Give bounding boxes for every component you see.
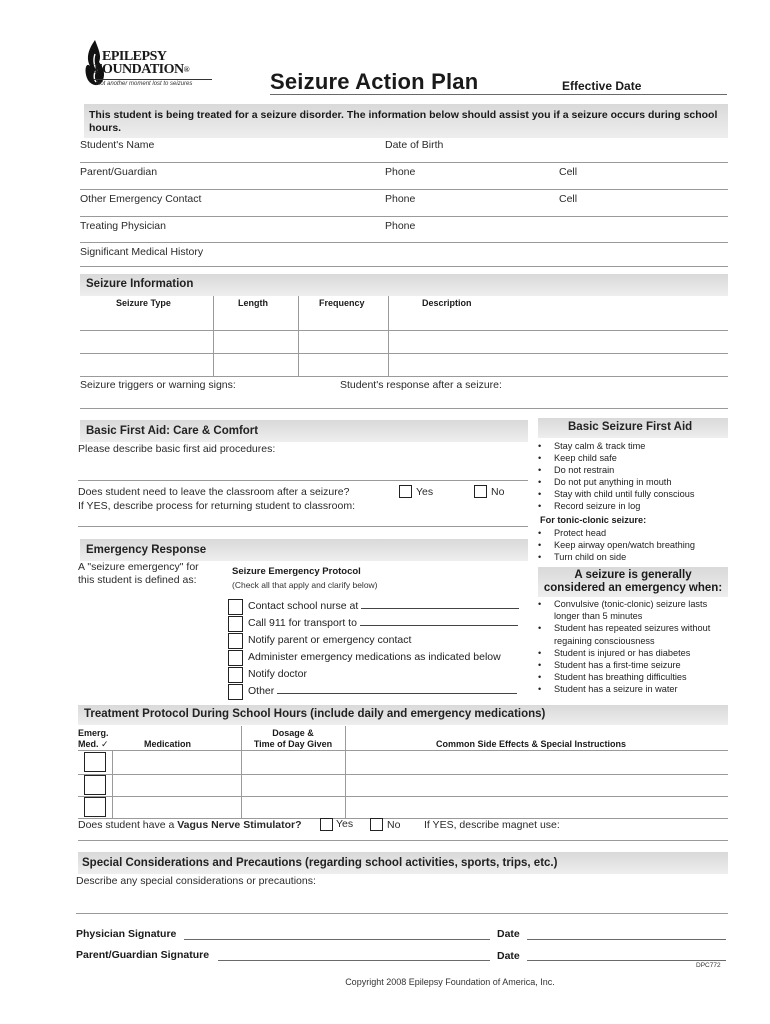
emergency-box-title [538, 569, 728, 594]
logo-foundation-text: FOUNDATION [94, 62, 184, 77]
date-of-birth-label: Date of Birth [385, 139, 444, 151]
table-divider [388, 296, 389, 376]
protocol-row [228, 683, 528, 700]
list-item: • Student has repeated seizures without regaining consciousness [536, 622, 728, 646]
emergency-response-title: Emergency Response [86, 544, 207, 556]
field-line [80, 242, 728, 243]
protocol-title: Seizure Emergency Protocol [232, 566, 361, 577]
col-length: Length [238, 298, 268, 308]
emerg-med-checkbox[interactable] [84, 752, 106, 772]
seizure-info-title: Seizure Information [86, 278, 194, 290]
page-title: Seizure Action Plan [270, 69, 479, 94]
list-item: • Record seizure in log [536, 500, 728, 512]
emergency-definition-line2: this student is defined as: [78, 574, 197, 586]
table-row-line [78, 774, 728, 775]
special-title: Special Considerations and Precautions (regarding school activities, sports, trips, etc.) [82, 857, 558, 869]
magnet-use-label: If YES, describe magnet use: [424, 819, 560, 831]
emergency-definition-line1: A "seizure emergency" for [78, 561, 199, 573]
protocol-row [228, 666, 528, 683]
emerg-med-checkbox[interactable] [84, 775, 106, 795]
logo-line-foundation [94, 63, 189, 77]
logo-tagline: Not another moment lost to seizures [96, 81, 193, 87]
protocol-subtitle: (Check all that apply and clarify below) [232, 580, 378, 590]
vns-yes-checkbox[interactable] [320, 818, 333, 831]
list-item: • Stay with child until fully conscious [536, 488, 728, 500]
table-divider [112, 750, 113, 818]
protocol-row [228, 598, 528, 615]
table-row-line [80, 353, 728, 354]
tonic-clonic-heading: For tonic-clonic seizure: [540, 515, 647, 525]
table-divider [345, 726, 346, 818]
emergency-box-title-line2: considered an emergency when: [543, 581, 723, 594]
list-item: • Do not restrain [536, 464, 728, 476]
date-label: Date [497, 928, 520, 940]
protocol-item-label: Other [248, 685, 275, 697]
leave-no-checkbox[interactable] [474, 485, 487, 498]
cell-label: Cell [559, 166, 578, 178]
protocol-checkbox[interactable] [228, 667, 243, 683]
response-label: Student's response after a seizure: [340, 379, 502, 391]
list-item: • Student has breathing difficulties [536, 671, 728, 683]
col-side-effects: Common Side Effects & Special Instructions [436, 739, 627, 749]
logo-line-epilepsy: EPILEPSY [102, 49, 167, 64]
protocol-row [228, 632, 528, 649]
protocol-checkbox[interactable] [228, 650, 243, 666]
seizure-first-aid-list [536, 440, 728, 512]
field-line [80, 162, 728, 163]
field-line [78, 480, 528, 481]
registered-mark: ® [183, 65, 190, 74]
logo-underline [94, 79, 212, 80]
col-dosage [243, 728, 343, 750]
col-description: Description [422, 298, 472, 308]
date-label: Date [497, 950, 520, 962]
leave-classroom-question: Does student need to leave the classroom after a seizure? [78, 486, 350, 498]
col-medication: Medication [144, 739, 192, 749]
emergency-box-title-line1: A seizure is generally [574, 569, 692, 581]
special-describe: Describe any special considerations or precautions: [76, 875, 316, 887]
phone-label: Phone [385, 193, 416, 205]
treatment-title: Treatment Protocol During School Hours (include daily and emergency medications) [84, 708, 546, 720]
first-aid-describe: Please describe basic first aid procedures: [78, 443, 276, 455]
protocol-checkbox[interactable] [228, 599, 243, 615]
protocol-checkbox[interactable] [228, 616, 243, 632]
col-emerg-med [78, 728, 109, 750]
col-emerg-line1: Emerg. [78, 728, 109, 738]
other-contact-label: Other Emergency Contact [80, 193, 202, 205]
field-line [80, 266, 728, 267]
field-line [80, 408, 728, 409]
phone-label: Phone [385, 220, 416, 232]
col-dosage-line1: Dosage & [272, 728, 314, 738]
list-item: • Keep airway open/watch breathing [536, 539, 728, 551]
protocol-item-label: Call 911 for transport to [248, 617, 357, 629]
return-process-label: If YES, describe process for returning student to classroom: [78, 500, 356, 512]
vns-question-text: Does student have a [78, 819, 178, 831]
cell-label: Cell [559, 193, 578, 205]
copyright: Copyright 2008 Epilepsy Foundation of America, Inc. [345, 977, 555, 987]
vns-no-label: No [387, 819, 401, 831]
table-row-line [80, 376, 728, 377]
table-row-line [78, 750, 728, 751]
emergency-criteria-list [536, 598, 728, 696]
phone-label: Phone [385, 166, 416, 178]
list-item: • Student has a first-time seizure [536, 659, 728, 671]
medical-history-label: Significant Medical History [80, 246, 204, 258]
list-item: • Student has a seizure in water [536, 683, 728, 695]
vns-question-bold: Vagus Nerve Stimulator? [177, 819, 302, 831]
emerg-med-checkbox[interactable] [84, 797, 106, 817]
list-item: • Student is injured or has diabetes [536, 647, 728, 659]
field-line [76, 913, 728, 914]
seizure-first-aid-title: Basic Seizure First Aid [568, 421, 693, 433]
date-line[interactable] [527, 939, 726, 940]
protocol-checkbox[interactable] [228, 684, 243, 700]
physician-signature-label: Physician Signature [76, 928, 177, 940]
col-seizure-type: Seizure Type [116, 298, 171, 308]
col-emerg-line2: Med. ✓ [78, 739, 109, 749]
col-frequency: Frequency [319, 298, 365, 308]
protocol-list [228, 598, 528, 700]
logo [84, 40, 224, 92]
list-item: • Stay calm & track time [536, 440, 728, 452]
leave-yes-checkbox[interactable] [399, 485, 412, 498]
list-item: • Turn child on side [536, 551, 728, 563]
fill-line[interactable] [360, 616, 518, 626]
list-item: • Protect head [536, 527, 728, 539]
physician-label: Treating Physician [80, 220, 166, 232]
table-divider [298, 296, 299, 376]
field-line [78, 526, 528, 527]
intro-text: This student is being treated for a seizure disorder. The information below should assist you if a seizure occurs during school hours. [89, 109, 718, 134]
parent-signature-label: Parent/Guardian Signature [76, 949, 210, 961]
effective-date-label: Effective Date [562, 79, 642, 93]
parent-signature-line[interactable] [218, 960, 490, 961]
triggers-label: Seizure triggers or warning signs: [80, 379, 236, 391]
parent-guardian-label: Parent/Guardian [80, 166, 158, 178]
first-aid-title: Basic First Aid: Care & Comfort [86, 425, 259, 437]
form-code: DPC772 [696, 962, 721, 969]
protocol-item-label: Notify doctor [248, 668, 307, 680]
list-item: • Do not put anything in mouth [536, 476, 728, 488]
protocol-row [228, 615, 528, 632]
table-row-line [78, 796, 728, 797]
protocol-item-label: Notify parent or emergency contact [248, 634, 412, 646]
table-divider [213, 296, 214, 376]
protocol-checkbox[interactable] [228, 633, 243, 649]
protocol-item-label: Administer emergency medications as indicated below [248, 651, 501, 663]
field-line [80, 189, 728, 190]
col-dosage-line2: Time of Day Given [253, 739, 333, 749]
title-underline [270, 94, 727, 95]
students-name-label: Student's Name [80, 139, 155, 151]
field-line [80, 216, 728, 217]
physician-signature-line[interactable] [184, 939, 490, 940]
leave-yes-label: Yes [416, 486, 434, 498]
tonic-clonic-list [536, 527, 728, 563]
fill-line[interactable] [277, 684, 517, 694]
list-item: • Keep child safe [536, 452, 728, 464]
protocol-item-label: Contact school nurse at [248, 600, 359, 612]
date-line[interactable] [527, 960, 726, 961]
fill-line[interactable] [361, 599, 519, 609]
protocol-row [228, 649, 528, 666]
field-line [78, 840, 728, 841]
vns-no-checkbox[interactable] [370, 818, 383, 831]
table-row-line [80, 330, 728, 331]
table-divider [241, 726, 242, 818]
list-item: • Convulsive (tonic-clonic) seizure lasts longer than 5 minutes [536, 598, 728, 622]
vns-yes-label: Yes [336, 818, 354, 830]
vns-question [78, 819, 302, 831]
leave-no-label: No [491, 486, 505, 498]
